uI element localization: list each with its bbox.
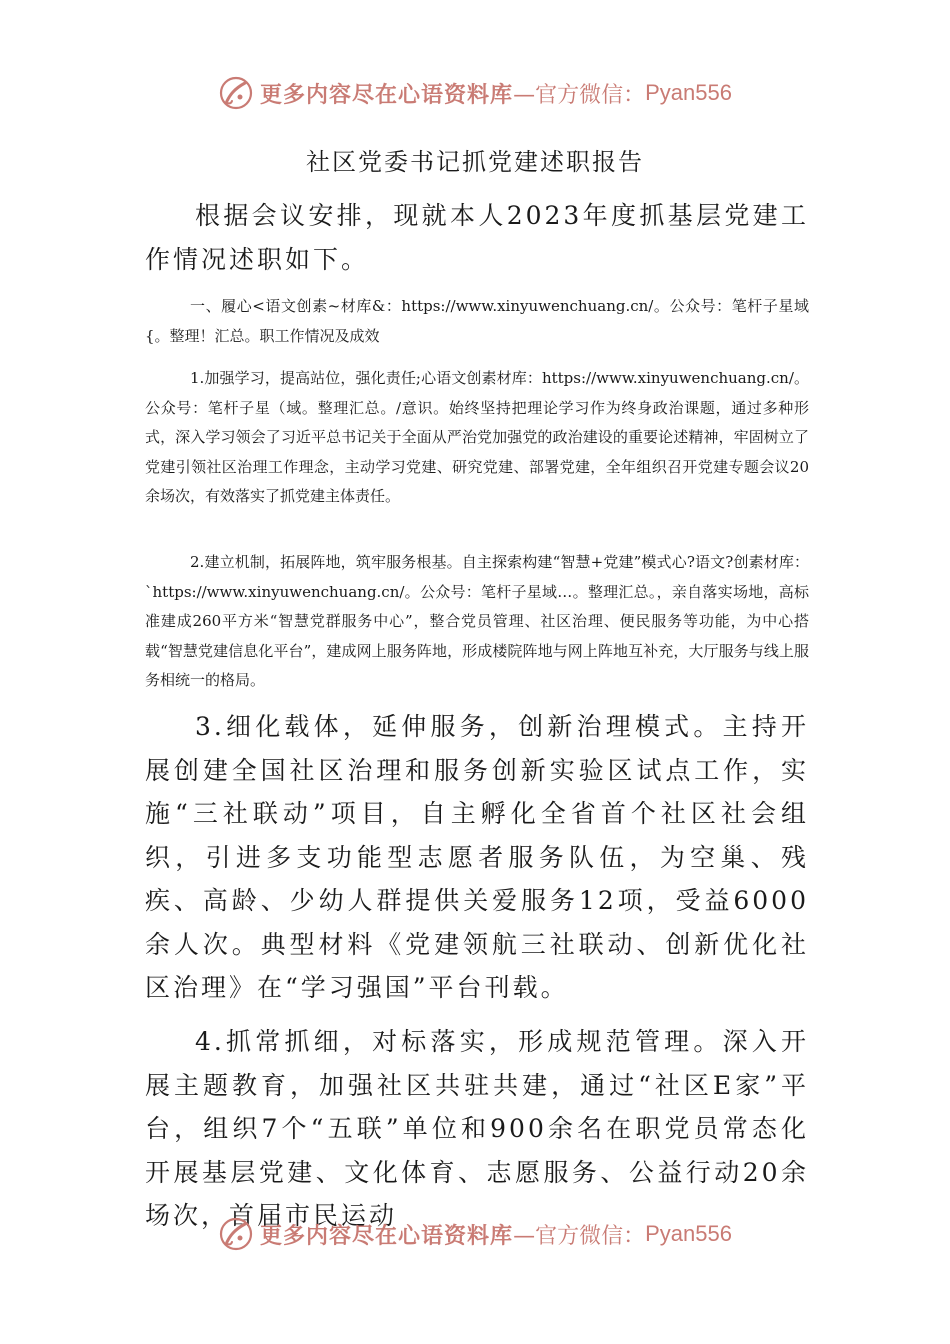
brush-logo-icon <box>218 75 254 111</box>
paragraph-4: 4.抓常抓细，对标落实，形成规范管理。深入开展主题教育，加强社区共驻共建，通过“社区E家”平台，组织7个“五联”单位和900余名在职党员常态化开展基层党建、文化体育、志愿服务、公益行动20余场次，首届市民运动 <box>145 1027 809 1230</box>
watermark-sub: —官方微信： <box>513 1223 646 1249</box>
watermark-sub: —官方微信： <box>513 82 646 108</box>
watermark-text: 更多内容尽在心语资料库 <box>260 1223 514 1249</box>
brush-logo-icon <box>218 1216 254 1252</box>
paragraph-3: 3.细化载体，延伸服务，创新治理模式。主持开展创建全国社区治理和服务创新实验区试点工作，实施“三社联动”项目，自主孵化全省首个社区社会组织，引进多支功能型志愿者服务队伍，为空巢、残疾、高龄、少幼人群提供关爱服务12项，受益6000余人次。典型材料《党建领航三社联动、创新优化社区治理》在“学习强国”平台刊载。 <box>145 712 809 1002</box>
watermark-text: 更多内容尽在心语资料库 <box>260 82 514 108</box>
document-title: 社区党委书记抓党建述职报告 <box>306 148 644 176</box>
watermark-id: Pyan556 <box>645 80 732 105</box>
watermark-banner-bottom <box>0 1209 950 1259</box>
watermark-banner-top <box>0 68 950 118</box>
paragraph-2: 2.建立机制，拓展阵地，筑牢服务根基。自主探索构建“智慧+党建”模式心?语文?创素材库：`https://www.xinyuwenchuang.cn/。公众号：笔杆子星域…。整理汇总。，亲自落实场地，高标准建成260平方米“智慧党群服务中心”，整合党员管理、社区治理、便民服务等功能，为中心搭载“智慧党建信息化平台”，建成网上服务阵地，形成楼院阵地与网上阵地互补充，大厅服务与线上服务相统一的格局。 <box>145 553 809 689</box>
watermark-id: Pyan556 <box>645 1221 732 1246</box>
paragraph-1: 1.加强学习，提高站位，强化责任;心语文创素材库：https://www.xinyuwenchuang.cn/。公众号：笔杆子星（域。整理汇总。/意识。始终坚持把理论学习作为终身政治课题，通过多种形式，深入学习领会了习近平总书记关于全面从严治党加强党的政治建设的重要论述精神，牢固树立了党建引领社区治理工作理念，主动学习党建、研究党建、部署党建，全年组织召开党建专题会议20余场次，有效落实了抓党建主体责任。 <box>145 369 809 505</box>
section-heading: 一、履心<语文创素~材库&：https://www.xinyuwenchuang.cn/。公众号：笔杆子星域{。整理！汇总。职工作情况及成效 <box>145 297 809 345</box>
intro-paragraph: 根据会议安排，现就本人2023年度抓基层党建工作情况述职如下。 <box>145 201 809 274</box>
